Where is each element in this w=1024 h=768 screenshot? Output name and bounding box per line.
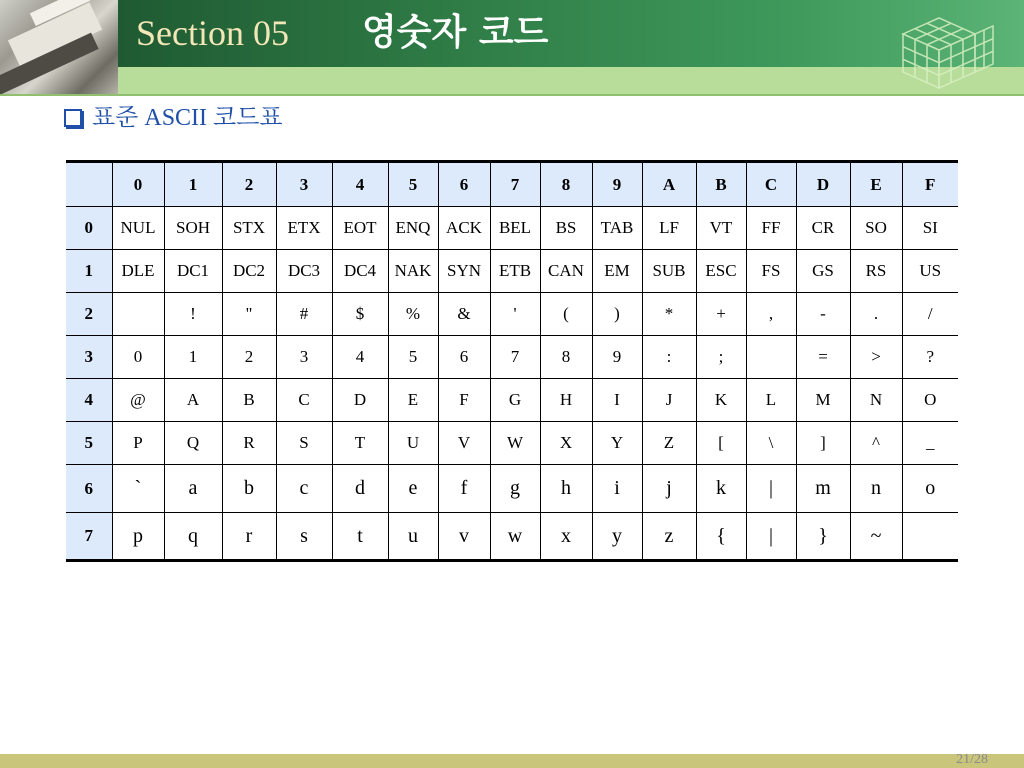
table-cell: C: [276, 379, 332, 422]
table-cell: CAN: [540, 250, 592, 293]
table-cell: :: [642, 336, 696, 379]
table-row: [66, 250, 958, 293]
table-cell: SO: [850, 207, 902, 250]
row-header: 4: [66, 379, 112, 422]
table-cell: q: [164, 513, 222, 561]
table-cell: P: [112, 422, 164, 465]
row-header: 1: [66, 250, 112, 293]
table-row: [66, 422, 958, 465]
table-cell: K: [696, 379, 746, 422]
table-cell: FS: [746, 250, 796, 293]
table-cell: i: [592, 465, 642, 513]
table-cell: ^: [850, 422, 902, 465]
table-cell: _: [902, 422, 958, 465]
table-cell: T: [332, 422, 388, 465]
row-header: 2: [66, 293, 112, 336]
table-cell: FF: [746, 207, 796, 250]
table-cell: B: [222, 379, 276, 422]
table-cell: c: [276, 465, 332, 513]
table-cell: EOT: [332, 207, 388, 250]
table-cell: A: [164, 379, 222, 422]
table-cell: S: [276, 422, 332, 465]
table-header-row: [66, 162, 958, 207]
table-cell: `: [112, 465, 164, 513]
table-cell: ACK: [438, 207, 490, 250]
table-cell: V: [438, 422, 490, 465]
table-cell: u: [388, 513, 438, 561]
table-cell: SI: [902, 207, 958, 250]
table-cell: Q: [164, 422, 222, 465]
table-cell: L: [746, 379, 796, 422]
table-cell: w: [490, 513, 540, 561]
header-divider: [0, 94, 1024, 96]
table-row: [66, 379, 958, 422]
table-cell: 1: [164, 336, 222, 379]
table-cell: RS: [850, 250, 902, 293]
column-header: A: [642, 162, 696, 207]
cube-grid-icon: [893, 4, 1005, 90]
table-cell: DC1: [164, 250, 222, 293]
section-title: 영숫자 코드: [362, 12, 549, 53]
row-header: 3: [66, 336, 112, 379]
checkbox-icon: [64, 109, 82, 127]
table-cell: j: [642, 465, 696, 513]
table-cell: e: [388, 465, 438, 513]
table-cell: .: [850, 293, 902, 336]
ascii-code-table: [66, 160, 958, 562]
table-cell: &: [438, 293, 490, 336]
row-header: 0: [66, 207, 112, 250]
table-cell: s: [276, 513, 332, 561]
table-cell: ;: [696, 336, 746, 379]
table-cell: b: [222, 465, 276, 513]
column-header: 3: [276, 162, 332, 207]
table-cell: 5: [388, 336, 438, 379]
column-header: 6: [438, 162, 490, 207]
table-row: [66, 336, 958, 379]
table-cell: F: [438, 379, 490, 422]
table-cell: ': [490, 293, 540, 336]
table-cell: R: [222, 422, 276, 465]
table-cell: z: [642, 513, 696, 561]
table-cell: 7: [490, 336, 540, 379]
table-cell: h: [540, 465, 592, 513]
table-cell: x: [540, 513, 592, 561]
table-cell: W: [490, 422, 540, 465]
table-cell: 0: [112, 336, 164, 379]
table-cell: ): [592, 293, 642, 336]
table-cell: @: [112, 379, 164, 422]
table-cell: ~: [850, 513, 902, 561]
table-cell: ?: [902, 336, 958, 379]
table-cell: o: [902, 465, 958, 513]
table-cell: ": [222, 293, 276, 336]
column-header: C: [746, 162, 796, 207]
table-cell: |: [746, 465, 796, 513]
table-cell: 2: [222, 336, 276, 379]
table-cell: f: [438, 465, 490, 513]
column-header: 9: [592, 162, 642, 207]
table-cell: U: [388, 422, 438, 465]
table-cell: (: [540, 293, 592, 336]
header-photo: [0, 0, 118, 95]
table-cell: v: [438, 513, 490, 561]
row-header: 5: [66, 422, 112, 465]
table-cell: N: [850, 379, 902, 422]
table-cell: BEL: [490, 207, 540, 250]
table-cell: ]: [796, 422, 850, 465]
table-cell: [902, 513, 958, 561]
table-cell: G: [490, 379, 540, 422]
table-corner-cell: [66, 162, 112, 207]
slide-subtitle: [64, 102, 283, 134]
table-cell: O: [902, 379, 958, 422]
table-cell: SUB: [642, 250, 696, 293]
table-cell: >: [850, 336, 902, 379]
column-header: 0: [112, 162, 164, 207]
table-cell: -: [796, 293, 850, 336]
page-number: 21/28: [956, 752, 988, 767]
table-cell: 3: [276, 336, 332, 379]
table-cell: SOH: [164, 207, 222, 250]
column-header: B: [696, 162, 746, 207]
table-cell: g: [490, 465, 540, 513]
table-cell: ESC: [696, 250, 746, 293]
table-cell: m: [796, 465, 850, 513]
table-cell: t: [332, 513, 388, 561]
header-strip: [118, 67, 1024, 94]
table-cell: Z: [642, 422, 696, 465]
section-label: Section 05: [136, 13, 289, 53]
table-cell: CR: [796, 207, 850, 250]
table-cell: ETX: [276, 207, 332, 250]
table-cell: M: [796, 379, 850, 422]
column-header: 4: [332, 162, 388, 207]
table-cell: I: [592, 379, 642, 422]
table-cell: k: [696, 465, 746, 513]
table-cell: TAB: [592, 207, 642, 250]
table-cell: H: [540, 379, 592, 422]
table-cell: ENQ: [388, 207, 438, 250]
table-cell: +: [696, 293, 746, 336]
table-cell: *: [642, 293, 696, 336]
table-row: [66, 513, 958, 561]
table-cell: [746, 336, 796, 379]
table-row: [66, 465, 958, 513]
table-cell: LF: [642, 207, 696, 250]
table-cell: a: [164, 465, 222, 513]
table-cell: DC4: [332, 250, 388, 293]
table-cell: 9: [592, 336, 642, 379]
table-cell: ETB: [490, 250, 540, 293]
column-header: 7: [490, 162, 540, 207]
table-cell: #: [276, 293, 332, 336]
subtitle-text: 표준 ASCII 코드표: [92, 105, 283, 131]
table-cell: STX: [222, 207, 276, 250]
table-cell: GS: [796, 250, 850, 293]
table-cell: US: [902, 250, 958, 293]
slide-header: [0, 0, 1024, 95]
table-cell: /: [902, 293, 958, 336]
table-cell: }: [796, 513, 850, 561]
table-cell: DLE: [112, 250, 164, 293]
table-cell: X: [540, 422, 592, 465]
table-cell: !: [164, 293, 222, 336]
column-header: 5: [388, 162, 438, 207]
table-cell: $: [332, 293, 388, 336]
table-row: [66, 207, 958, 250]
table-cell: SYN: [438, 250, 490, 293]
table-cell: \: [746, 422, 796, 465]
table-cell: VT: [696, 207, 746, 250]
table-cell: EM: [592, 250, 642, 293]
table-cell: [: [696, 422, 746, 465]
column-header: 8: [540, 162, 592, 207]
table-cell: {: [696, 513, 746, 561]
column-header: 2: [222, 162, 276, 207]
table-cell: E: [388, 379, 438, 422]
row-header: 7: [66, 513, 112, 561]
column-header: F: [902, 162, 958, 207]
table-cell: Y: [592, 422, 642, 465]
row-header: 6: [66, 465, 112, 513]
table-cell: DC3: [276, 250, 332, 293]
table-cell: BS: [540, 207, 592, 250]
table-cell: %: [388, 293, 438, 336]
table-cell: r: [222, 513, 276, 561]
table-cell: d: [332, 465, 388, 513]
column-header: 1: [164, 162, 222, 207]
table-cell: J: [642, 379, 696, 422]
table-cell: =: [796, 336, 850, 379]
table-cell: NAK: [388, 250, 438, 293]
table-cell: [112, 293, 164, 336]
table-cell: NUL: [112, 207, 164, 250]
column-header: E: [850, 162, 902, 207]
column-header: D: [796, 162, 850, 207]
table-row: [66, 293, 958, 336]
table-cell: n: [850, 465, 902, 513]
table-cell: p: [112, 513, 164, 561]
table-cell: 4: [332, 336, 388, 379]
footer-bar: [0, 754, 1024, 768]
table-cell: DC2: [222, 250, 276, 293]
table-cell: 6: [438, 336, 490, 379]
table-cell: y: [592, 513, 642, 561]
table-cell: ,: [746, 293, 796, 336]
table-cell: |: [746, 513, 796, 561]
table-cell: 8: [540, 336, 592, 379]
table-cell: D: [332, 379, 388, 422]
